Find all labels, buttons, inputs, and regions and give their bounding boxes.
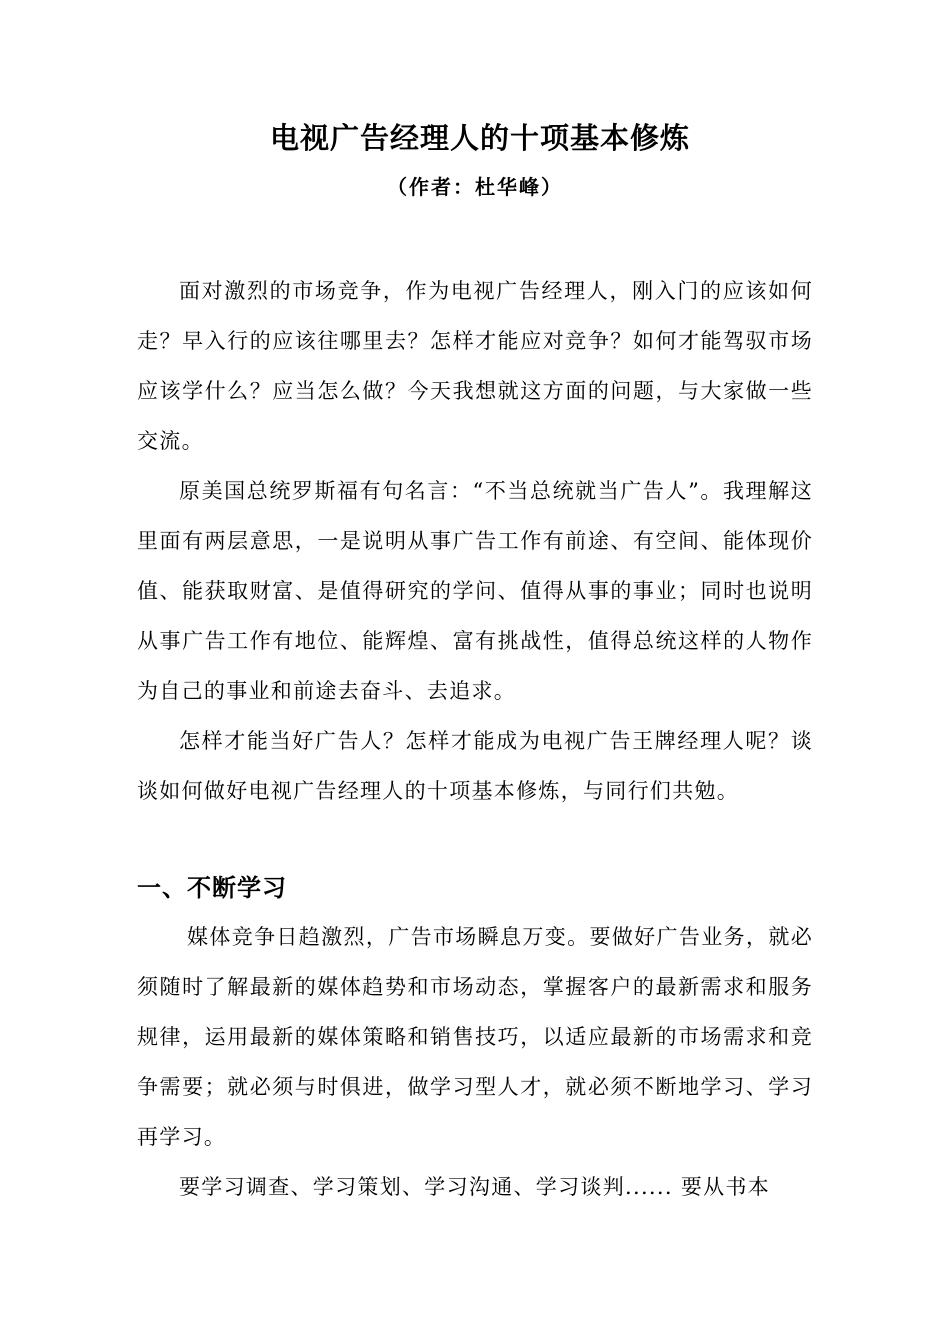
document-author: （作者：杜华峰）: [387, 175, 563, 199]
paragraph: 原美国总统罗斯福有句名言：“不当总统就当广告人”。我理解这里面有两层意思，一是说明从事广告工作有前途、有空间、能体现价值、能获取财富、是值得研究的学问、值得从事的事业；同时也说明从事广告工作有地位、能辉煌、富有挑战性，值得总统这样的人物作为自己的事业和前途去奋斗、去追求。: [137, 479, 813, 703]
document-title: 电视广告经理人的十项基本修炼: [269, 121, 690, 155]
paragraph: 媒体竞争日趋激烈，广告市场瞬息万变。要做好广告业务，就必须随时了解最新的媒体趋势和市场动态，掌握客户的最新需求和服务规律，运用最新的媒体策略和销售技巧，以适应最新的市场需求和竞争需要；就必须与时俱进，做学习型人才，就必须不断地学习、学习再学习。: [137, 925, 813, 1149]
paragraph: 要学习调查、学习策划、学习沟通、学习谈判...... 要从书本: [179, 1175, 771, 1199]
paragraph: 面对激烈的市场竞争，作为电视广告经理人，刚入门的应该如何走？早入行的应该往哪里去？怎样才能应对竞争？如何才能驾驭市场应该学什么？应当怎么做？今天我想就这方面的问题，与大家做一些交流。: [137, 279, 813, 453]
document-body: [137, 266, 813, 1212]
paragraph: 怎样才能当好广告人？怎样才能成为电视广告王牌经理人呢？谈谈如何做好电视广告经理人的十项基本修炼，与同行们共勉。: [137, 729, 813, 803]
section-heading: 一、不断学习: [137, 874, 287, 902]
